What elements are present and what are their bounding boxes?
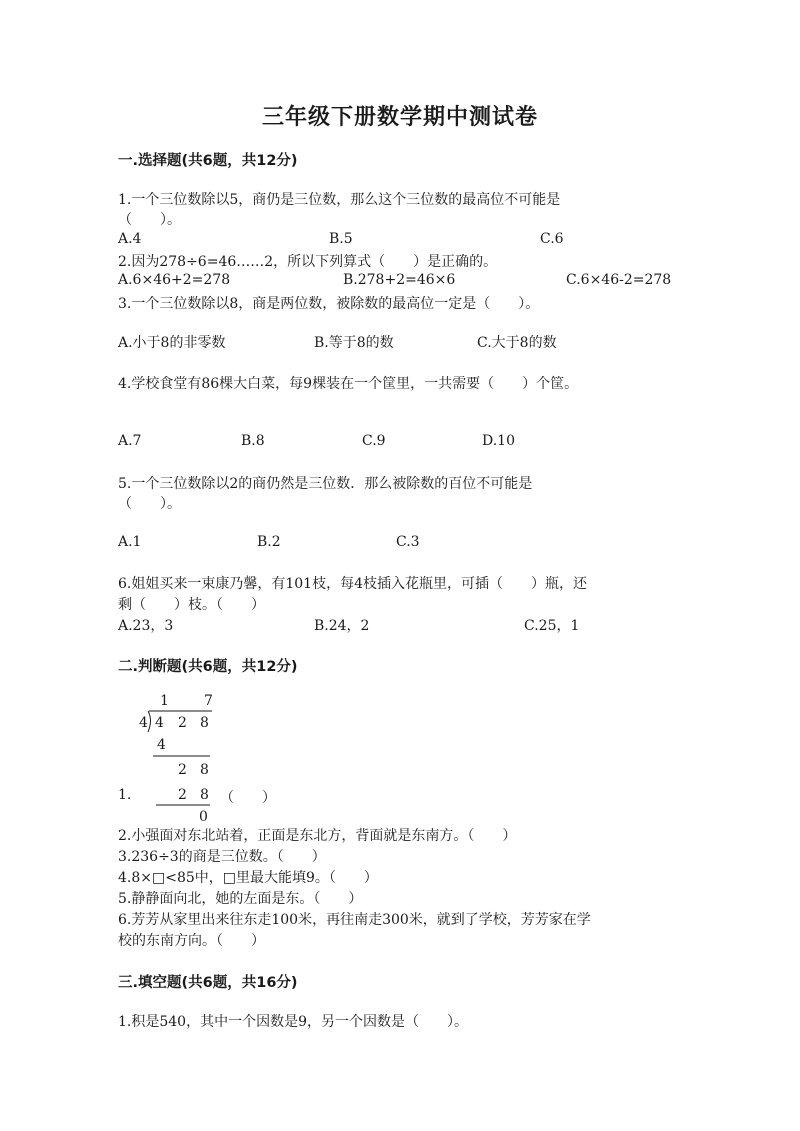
step-2-digit-2: 8 <box>200 762 209 778</box>
step-2-digit-1: 2 <box>178 762 187 778</box>
judge-question-6-line1: 6.芳芳从家里出来往东走100米，再往南走300米，就到了学校，芳芳家在学 <box>118 912 591 928</box>
question-5-option-c: C.3 <box>396 534 420 550</box>
question-6-option-a: A.23，3 <box>118 618 174 634</box>
question-3-option-b: B.等于8的数 <box>314 335 394 351</box>
question-2-option-a: A.6×46+2=278 <box>118 272 231 288</box>
question-4-option-d: D.10 <box>482 433 515 449</box>
judge-question-2: 2.小强面对东北站着，正面是东北方，背面就是东南方。（ ） <box>118 828 517 844</box>
question-3-option-a: A.小于8的非零数 <box>118 335 226 351</box>
question-6-line2: 剩（ ）枝。（ ） <box>118 597 265 613</box>
fill-question-1: 1.积是540，其中一个因数是9，另一个因数是（ ）。 <box>118 1014 468 1030</box>
judge-question-4: 4.8×□<85中，□里最大能填9。（ ） <box>118 870 378 886</box>
question-6-option-b: B.24，2 <box>314 618 370 634</box>
question-3-option-c: C.大于8的数 <box>477 335 557 351</box>
quotient-digit-2: 7 <box>204 693 213 709</box>
step-1-product: 4 <box>157 737 166 753</box>
step-3-digit-1: 2 <box>178 787 187 803</box>
question-1-line2: （ ）。 <box>118 212 181 228</box>
judge-question-5: 5.静静面向北，她的左面是东。（ ） <box>118 891 363 907</box>
step-3-digit-2: 8 <box>200 787 209 803</box>
quotient-digit-1: 1 <box>160 693 169 709</box>
question-4-option-b: B.8 <box>241 433 265 449</box>
question-2-option-c: C.6×46-2=278 <box>566 272 672 288</box>
question-1-option-b: B.5 <box>329 231 353 247</box>
page-title: 三年级下册数学期中测试卷 <box>261 104 538 130</box>
judge-question-6-line2: 校的东南方向。（ ） <box>118 933 265 949</box>
question-6-line1: 6.姐姐买来一束康乃馨，有101枝，每4枝插入花瓶里，可插（ ）瓶，还 <box>118 576 587 592</box>
judge-question-3: 3.236÷3的商是三位数。（ ） <box>118 849 326 865</box>
section-heading-choice: 一.选择题(共6题，共12分) <box>118 153 298 169</box>
question-5-option-b: B.2 <box>257 534 281 550</box>
question-1-option-c: C.6 <box>540 231 564 247</box>
question-3: 3.一个三位数除以8，商是两位数，被除数的最高位一定是（ ）。 <box>118 296 540 312</box>
division-bracket <box>148 711 151 732</box>
long-division-figure <box>130 688 230 826</box>
question-4-option-c: C.9 <box>362 433 386 449</box>
question-2: 2.因为278÷6=46……2，所以下列算式（ ）是正确的。 <box>118 254 498 270</box>
dividend-digit-2: 2 <box>178 715 187 731</box>
dividend-digit-3: 8 <box>200 715 209 731</box>
question-2-option-b: B.278+2=46×6 <box>343 272 456 288</box>
question-5-option-a: A.1 <box>118 534 142 550</box>
dividend-digit-1: 4 <box>155 715 164 731</box>
question-1-line1: 1.一个三位数除以5，商仍是三位数，那么这个三位数的最高位不可能是 <box>118 192 561 208</box>
judge-question-1-number: 1. <box>118 787 132 803</box>
question-1-option-a: A.4 <box>118 231 142 247</box>
question-6-option-c: C.25，1 <box>524 618 580 634</box>
question-4-option-a: A.7 <box>118 433 142 449</box>
question-5-line2: （ ）。 <box>118 496 181 512</box>
section-heading-judge: 二.判断题(共6题，共12分) <box>118 659 298 675</box>
divisor: 4 <box>139 715 148 731</box>
section-heading-fill: 三.填空题(共6题，共16分) <box>118 975 298 991</box>
remainder: 0 <box>199 809 208 825</box>
question-4: 4.学校食堂有86棵大白菜，每9棵装在一个筐里，一共需要（ ）个筐。 <box>118 376 579 392</box>
judge-question-1-blank: （ ） <box>220 790 276 806</box>
question-5-line1: 5.一个三位数除以2的商仍然是三位数．那么被除数的百位不可能是 <box>118 476 533 492</box>
